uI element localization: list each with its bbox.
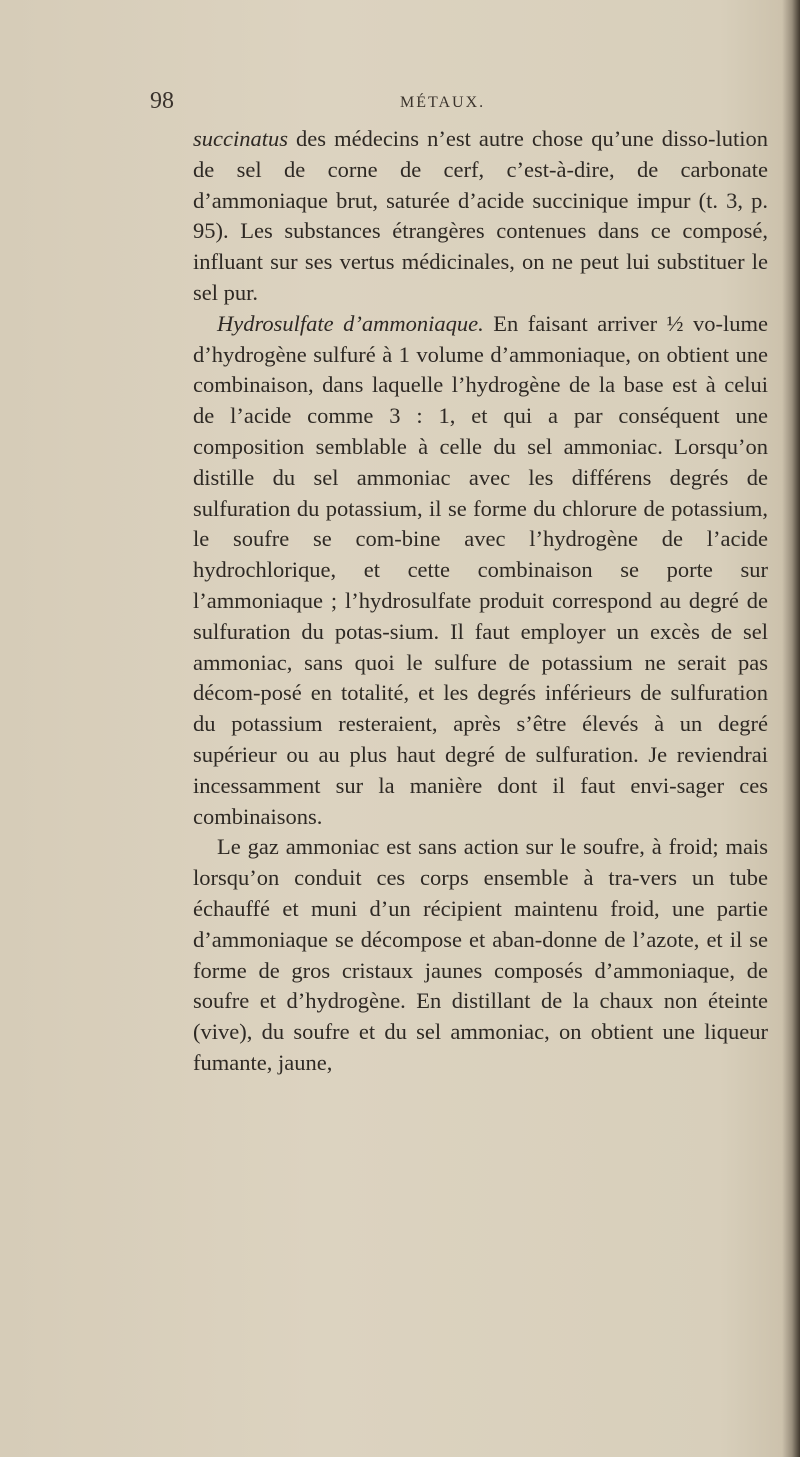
body-text — [193, 124, 768, 1079]
paragraph-1 — [193, 124, 768, 309]
italic-term-succinatus: succinatus — [193, 126, 288, 151]
section-heading-hydrosulfate: Hydrosulfate d’ammoniaque. — [217, 310, 484, 336]
page-header — [0, 88, 800, 118]
paragraph-1-text: des médecins n’est autre chose qu’une disso-lution de sel de corne de cerf, c’est-à-dire, de carbonate d’ammoniaque brut, saturée d’acide succinique impur (t. 3, p. 95). Les substances étrangères contenues dans ce composé, influant sur ses vertus médicinales, on ne peut lui substituer le sel pur. — [193, 126, 768, 305]
running-head: MÉTAUX. — [400, 94, 486, 111]
paragraph-2 — [193, 309, 768, 833]
page-number: 98 — [150, 88, 174, 114]
paragraph-2-text: En faisant arriver ½ vo-lume d’hydrogène sulfuré à 1 volume d’ammoniaque, on obtient une combinaison, dans laquelle l’hydrogène de la base est à celui de l’acide comme 3 : 1, et qui a par conséquent une composition semblable à celle du sel ammoniac. Lorsqu’on distille du sel ammoniac avec les différens degrés de sulfuration du potassium, il se forme du chlorure de potassium, le soufre se com-bine avec l’hydrogène de l’acide hydrochlorique, et cette combinaison se porte sur l’ammoniaque ; l’hydrosulfate produit correspond au degré de sulfuration du potas-sium. Il faut employer un excès de sel ammoniac, sans quoi le sulfure de potassium ne serait pas décom-posé en totalité, et les degrés inférieurs de sulfuration du potassium resteraient, après s’être élevés à un degré supérieur ou au plus haut degré de sulfuration. Je reviendrai incessamment sur la manière dont il faut envi-sager ces combinaisons. — [193, 310, 768, 829]
paragraph-3-text: Le gaz ammoniac est sans action sur le soufre, à froid; mais lorsqu’on conduit ces corps ensemble à tra-vers un tube échauffé et muni d’un récipient maintenu froid, une partie d’ammoniaque se décompose et aban-donne de l’azote, et il se forme de gros cristaux jaunes composés d’ammoniaque, de soufre et d’hydrogène. En distillant de la chaux non éteinte (vive), du soufre et du sel ammoniac, on obtient une liqueur fumante, jaune, — [193, 834, 768, 1075]
paragraph-3 — [193, 832, 768, 1078]
page-edge-shadow — [782, 0, 800, 1457]
